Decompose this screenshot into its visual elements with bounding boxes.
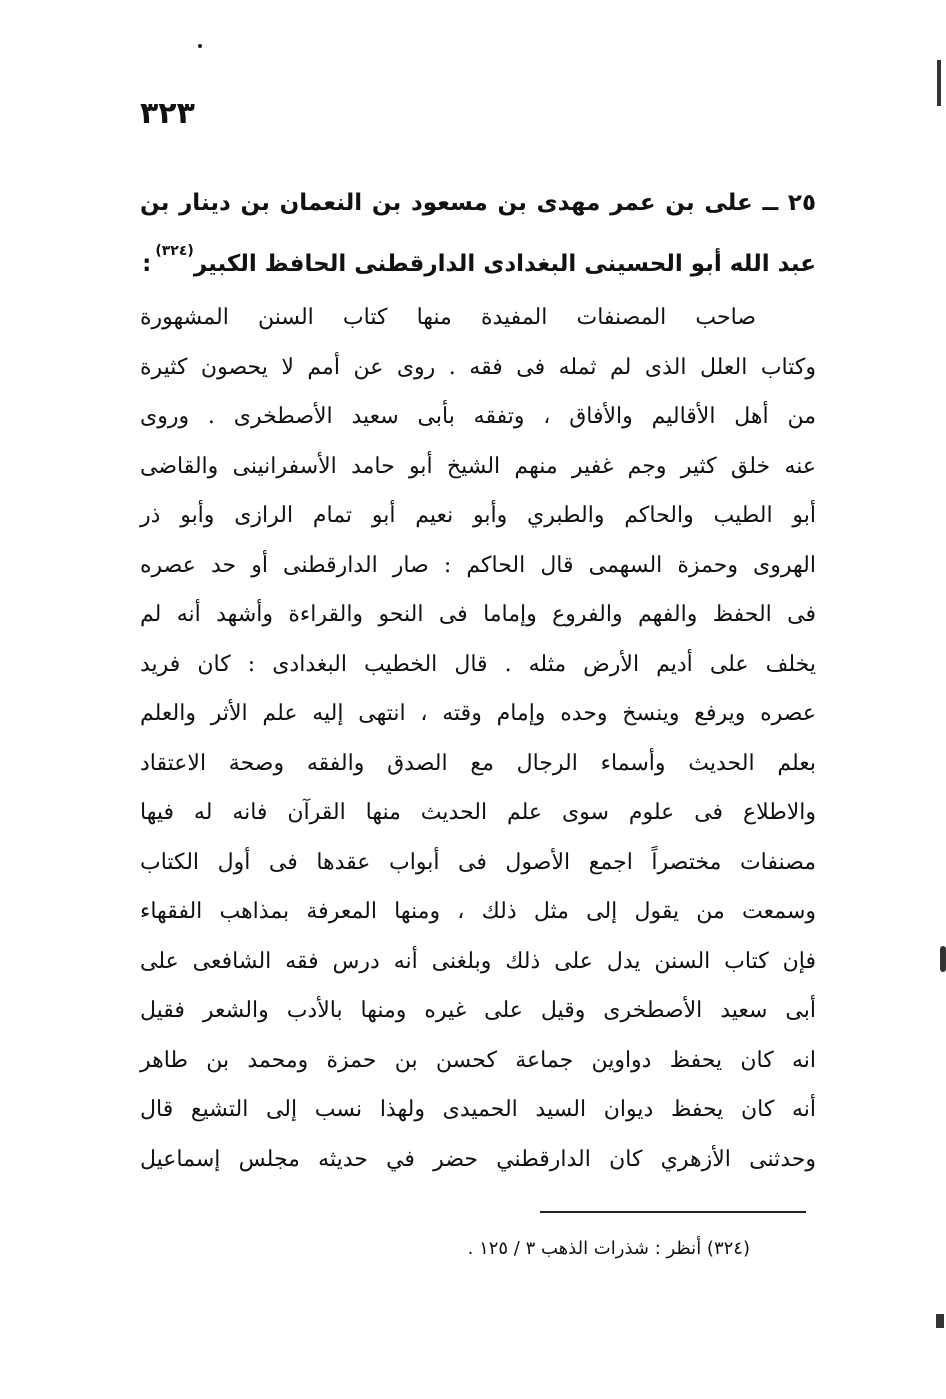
body-line: يخلف على أديم الأرض مثله . قال الخطيب البغدادى : كان فريد [140,651,816,677]
body-line: من أهل الأقاليم والأفاق ، وتفقه بأبى سعيد الأصطخرى . وروى [140,404,816,429]
body-line: أنه كان يحفظ ديوان السيد الحميدى ولهذا نسب إلى التشيع قال [140,1097,816,1122]
footnote-divider [540,1211,806,1213]
scan-edge-mark [940,946,946,972]
body-line: وسمعت من يقول إلى مثل ذلك ، ومنها المعرفة بمذاهب الفقهاء [140,899,816,924]
body-line: أبى سعيد الأصطخرى وقيل على غيره ومنها بالأدب والشعر فقيل [140,998,816,1023]
body-line: أبو الطيب والحاكم والطبري وأبو نعيم أبو تمام الرازى وأبو ذر [140,503,816,528]
body-line: والاطلاع فى علوم سوى علم الحديث منها القرآن فانه له فيها [140,800,816,825]
body-line: الهروى وحمزة السهمى قال الحاكم : صار الدارقطنى أو حد عصره [140,552,816,578]
body-line: صاحب المصنفات المفيدة منها كتاب السنن المشهورة [140,305,756,330]
body-line-last: وحدثنى الأزهري كان الدارقطني حضر في حديثه مجلس إسماعيل [140,1146,816,1172]
scan-edge-mark [936,1314,944,1328]
body-line: انه كان يحفظ دواوين جماعة كحسن بن حمزة ومحمد بن طاهر [140,1047,816,1073]
heading-line-1: ٢٥ ــ على بن عمر مهدى بن مسعود بن النعمان بن دينار بن [140,190,816,216]
footnote: (٣٢٤) أنظر : شذرات الذهب ٣ / ١٢٥ . [467,1238,750,1259]
body-line: وكتاب العلل الذى لم ثمله فى فقه . روى عن أمم لا يحصون كثيرة [140,354,816,380]
body-line: بعلم الحديث وأسماء الرجال مع الصدق والفقه وصحة الاعتقاد [140,750,816,776]
body-line: فإن كتاب السنن يدل على ذلك وبلغنى أنه درس فقه الشافعى على [140,948,816,974]
body-line: عنه خلق كثير وجم غفير منهم الشيخ أبو حامد الأسفرانينى والقاضى [140,453,816,479]
body-line: مصنفات مختصراً اجمع الأصول فى أبواب عقدها فى أول الكتاب [140,849,816,875]
footnote-reference: (٣٢٤) [155,243,194,259]
body-line: عصره ويرفع وينسخ وحده وإمام وقته ، انتهى إليه علم الأثر والعلم [140,701,816,726]
heading-colon: : [142,251,152,277]
scan-speck [198,44,202,48]
body-line: فى الحفظ والفهم والفروع وإماما فى النحو والقراءة وأشهد أنه لم [140,602,816,627]
heading-line-2 [140,224,816,291]
scan-edge-mark [937,60,941,106]
heading-line-2-text: عبد الله أبو الحسينى البغدادى الدارقطنى الحافظ الكبير [193,251,816,277]
page-number: ٣٢٣ [140,96,195,131]
